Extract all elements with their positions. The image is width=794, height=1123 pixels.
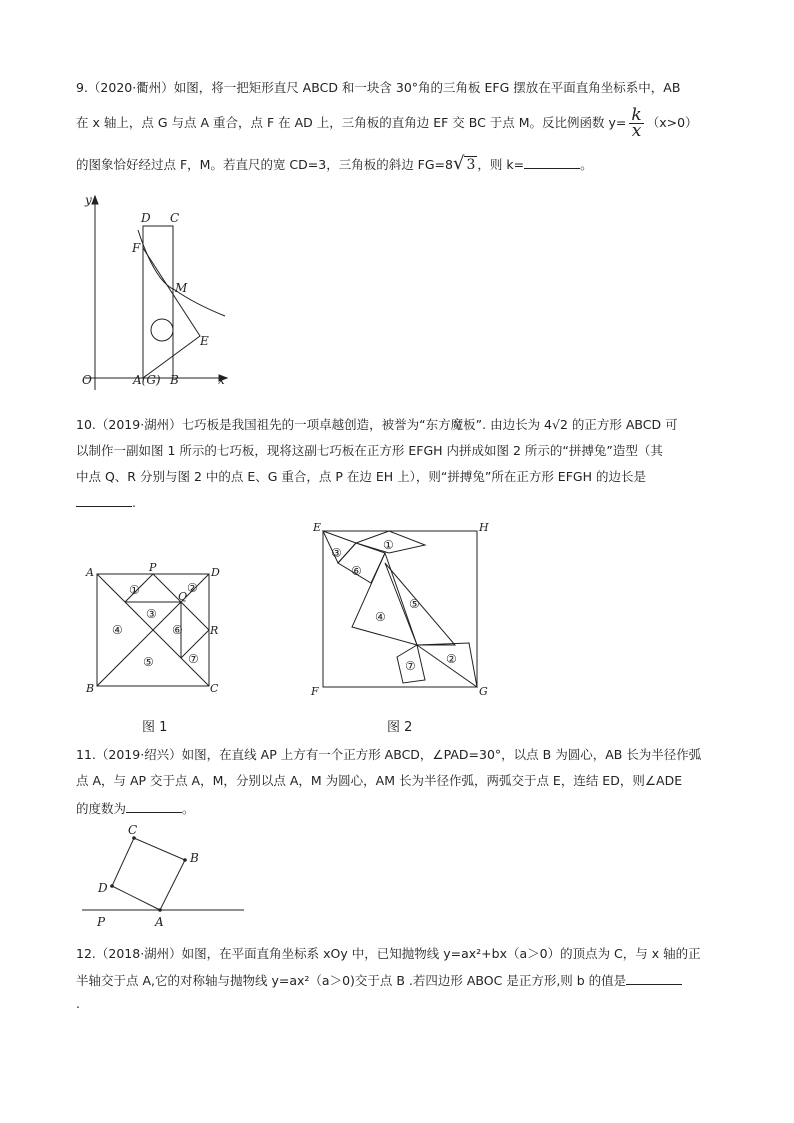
fig1-label-B: B bbox=[86, 682, 95, 695]
figure-1-caption: 图 1 bbox=[142, 720, 168, 735]
q12-answer-blank bbox=[626, 972, 682, 985]
q9-label-M: M bbox=[175, 281, 188, 295]
fig2-piece-1: ① bbox=[383, 538, 394, 552]
q10-line-4-end: . bbox=[132, 495, 136, 510]
q9-label-y: y bbox=[85, 193, 92, 207]
q9-line-3-end: 。 bbox=[580, 157, 593, 172]
q9-line-2-text: 在 x 轴上，点 G 与点 A 重合，点 F 在 AD 上，三角板的直角边 EF 交 BC 于点 M。反比例函数 y= bbox=[76, 115, 627, 130]
q9-line-3 bbox=[76, 153, 726, 174]
q9-sqrt-value: 3 bbox=[466, 157, 476, 173]
fig2-piece-2: ② bbox=[446, 652, 457, 666]
fig2-piece-7: ⑦ bbox=[405, 659, 416, 673]
fig1-label-Q: Q bbox=[178, 590, 188, 603]
q10-answer-blank bbox=[76, 494, 132, 507]
fig2-label-G: G bbox=[479, 685, 488, 698]
q9-label-E: E bbox=[200, 334, 209, 348]
q11-point-a bbox=[158, 908, 162, 912]
fig2-piece-3: ③ bbox=[331, 546, 342, 560]
q9-fraction-numerator: k bbox=[631, 105, 642, 125]
fig1-piece-7: ⑦ bbox=[188, 652, 199, 666]
fig1-piece-6: ⑥ bbox=[172, 623, 183, 637]
fig2-label-E: E bbox=[313, 521, 322, 534]
q9-line-3-text: 的图象恰好经过点 F，M。若直尺的宽 CD=3，三角板的斜边 FG=8 bbox=[76, 157, 453, 172]
q11-label-D: D bbox=[98, 881, 108, 895]
q9-label-C: C bbox=[170, 211, 180, 225]
q12-line-2 bbox=[76, 972, 726, 989]
q11-label-B: B bbox=[190, 851, 199, 865]
q10-line-2: 以制作一副如图 1 所示的七巧板，现将这副七巧板在正方形 EFGH 内拼成如图 2 所示的“拼搏兔”造型（其 bbox=[76, 443, 663, 458]
q11-line-3-end: 。 bbox=[182, 801, 195, 816]
q10-line-3: 中点 Q、R 分别与图 2 中的点 E、G 重合，点 P 在边 EH 上），则“拼搏兔”所在正方形 EFGH 的边长是 bbox=[76, 469, 646, 484]
q9-ruler bbox=[143, 226, 173, 378]
q9-line-1: 9.（2020·衢州）如图，将一把矩形直尺 ABCD 和一块含 30°角的三角板 EFG 摆放在平面直角坐标系中，AB bbox=[76, 80, 681, 95]
q10-figure-2 bbox=[305, 515, 495, 700]
q9-label-F: F bbox=[132, 241, 141, 255]
q9-label-x: x bbox=[218, 373, 225, 387]
q9-line-2 bbox=[76, 105, 726, 141]
q11-label-P: P bbox=[97, 915, 106, 929]
q9-fraction-denominator: x bbox=[631, 121, 642, 141]
fig1-label-C: C bbox=[210, 682, 219, 695]
fig1-label-R: R bbox=[210, 624, 219, 637]
q11-line-2: 点 A，与 AP 交于点 A，M，分别以点 A，M 为圆心，AM 长为半径作弧，两弧交于点 E，连结 ED，则∠ADE bbox=[76, 773, 683, 788]
q11-label-C: C bbox=[128, 823, 138, 837]
q9-label-D: D bbox=[141, 211, 151, 225]
fig1-piece-4: ④ bbox=[112, 623, 123, 637]
q9-y-arrow bbox=[92, 196, 98, 204]
q11-line-3-text: 的度数为 bbox=[76, 801, 127, 816]
q11-figure bbox=[78, 822, 253, 932]
q11-point-d bbox=[110, 884, 114, 888]
q9-hyperbola bbox=[138, 230, 225, 316]
fig1-piece-3: ③ bbox=[146, 607, 157, 621]
q10-line-1: 10.（2019·湖州）七巧板是我国祖先的一项卓越创造，被誉为“东方魔板”. 由边长为 4√2 的正方形 ABCD 可 bbox=[76, 417, 678, 432]
fig1-piece-1: ① bbox=[129, 583, 140, 597]
q9-sqrt bbox=[452, 153, 477, 174]
fig2-piece-4: ④ bbox=[375, 610, 386, 624]
q12-line-1: 12.（2018·湖州）如图，在平面直角坐标系 xOy 中，已知抛物线 y=ax²+bx（a＞0）的顶点为 C，与 x 轴的正 bbox=[76, 946, 701, 961]
fig2-label-H: H bbox=[479, 521, 489, 534]
fig1-piece-2: ② bbox=[187, 581, 198, 595]
fig1-label-D: D bbox=[211, 566, 220, 579]
q11-point-b bbox=[183, 858, 187, 862]
q11-answer-blank bbox=[126, 800, 182, 813]
fig1-label-A: A bbox=[86, 566, 94, 579]
q9-triangle bbox=[143, 248, 200, 378]
q11-label-A: A bbox=[155, 915, 164, 929]
q12-line-3: . bbox=[76, 996, 80, 1011]
q10-line-4 bbox=[76, 494, 726, 511]
figure-2-caption: 图 2 bbox=[387, 720, 413, 735]
q12-line-2-text: 半轴交于点 A,它的对称轴与抛物线 y=ax²（a＞0)交于点 B .若四边形 ABOC 是正方形,则 b 的值是 bbox=[76, 973, 627, 988]
fig2-label-F: F bbox=[311, 685, 319, 698]
q9-answer-blank bbox=[524, 156, 580, 169]
q9-label-AG: A(G) bbox=[133, 373, 161, 387]
q9-line-2-condition: （x>0） bbox=[646, 115, 698, 130]
fig2-piece-5: ⑤ bbox=[409, 597, 420, 611]
q9-figure bbox=[75, 190, 235, 400]
rabbit-piece-5 bbox=[385, 563, 455, 645]
fig1-piece-5: ⑤ bbox=[143, 655, 154, 669]
q9-line-3-k: ，则 k= bbox=[477, 157, 525, 172]
q11-line-1: 11.（2019·绍兴）如图，在直线 AP 上方有一个正方形 ABCD，∠PAD=30°，以点 B 为圆心，AB 长为半径作弧 bbox=[76, 747, 702, 762]
fig2-piece-6: ⑥ bbox=[351, 564, 362, 578]
q11-square bbox=[112, 838, 185, 910]
q10-figure-1 bbox=[80, 560, 230, 700]
q9-label-O: O bbox=[82, 373, 92, 387]
q9-label-B: B bbox=[170, 373, 179, 387]
sqrt-icon: √ bbox=[452, 153, 465, 174]
q9-fraction bbox=[629, 105, 643, 141]
q9-ruler-hole bbox=[151, 319, 173, 341]
fig1-label-P: P bbox=[149, 561, 157, 574]
q11-line-3 bbox=[76, 800, 726, 817]
